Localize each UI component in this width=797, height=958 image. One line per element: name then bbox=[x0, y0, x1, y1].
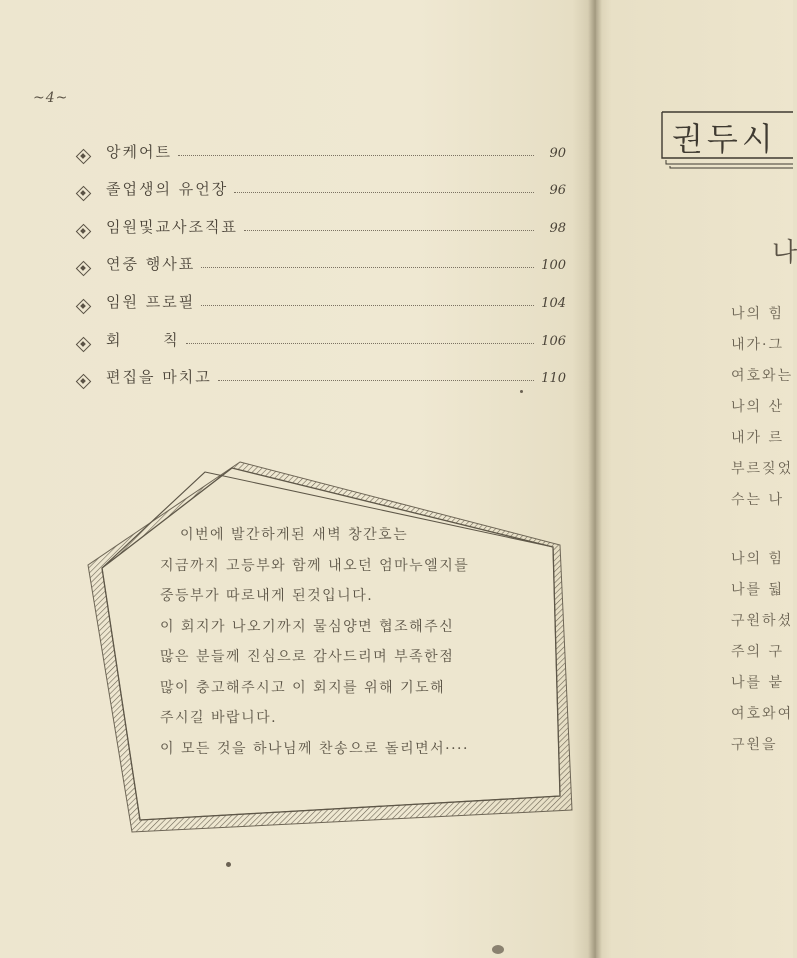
poem-line: 구원하셨 bbox=[731, 613, 794, 629]
poem-line: 부르짖었 bbox=[731, 461, 794, 477]
poem-line: 여호와여 bbox=[731, 706, 794, 722]
poem-line: 내가·그 bbox=[731, 337, 785, 353]
paper-speck bbox=[492, 945, 504, 954]
message-line: 이번에 발간하게된 새벽 창간호는 bbox=[180, 527, 409, 543]
message-line: 많이 충고해주시고 이 회지를 위해 기도해 bbox=[160, 679, 446, 696]
page-number: ~4~ bbox=[33, 90, 69, 106]
poem-line: 나의 힘 bbox=[731, 551, 785, 567]
stanza-gap bbox=[731, 516, 793, 544]
poem-line: 내가 르 bbox=[731, 430, 785, 446]
message-text bbox=[160, 520, 540, 764]
toc-entry-page: 98 bbox=[549, 220, 566, 236]
toc-entry-page: 96 bbox=[549, 183, 566, 199]
paper-speck bbox=[520, 390, 523, 393]
toc-entry-page: 110 bbox=[541, 371, 566, 387]
message-line: 주시길 바랍니다. bbox=[160, 710, 278, 726]
poem-line: 나를 둷 bbox=[731, 582, 785, 598]
poem-line: 주의 구 bbox=[731, 644, 785, 660]
paper-speck bbox=[226, 862, 231, 867]
message-line: 지금까지 고등부와 함께 내오던 엄마누엘지를 bbox=[160, 557, 470, 574]
toc-entry-title: 편집을 마치고 bbox=[106, 368, 212, 387]
header-title: 권두시 bbox=[672, 120, 777, 158]
poem-line: 나의 힘 bbox=[731, 306, 785, 322]
toc-entry-title: 앙케어트 bbox=[106, 142, 172, 161]
message-line: 이 모든 것을 하나님께 찬송으로 돌리면서···· bbox=[160, 740, 469, 757]
toc-entry-title: 임원 프로필 bbox=[106, 292, 196, 311]
poem-line: 여호와는 bbox=[731, 368, 794, 384]
toc-entry-title: 임원및교사조직표 bbox=[106, 217, 238, 236]
poem-line: 나의 산 bbox=[731, 399, 785, 415]
toc-entry-page: 106 bbox=[541, 333, 566, 349]
message-line: 많은 분들께 진심으로 감사드리며 부족한점 bbox=[160, 649, 455, 665]
poem-line: 구원을 bbox=[731, 737, 778, 753]
poem-title: 나 bbox=[772, 238, 797, 268]
message-line: 중등부가 따로내게 된것입니다. bbox=[160, 588, 374, 604]
toc-entry-title: 졸업생의 유언장 bbox=[106, 180, 229, 199]
toc-entry-page: 90 bbox=[549, 145, 566, 161]
toc-entry-title: 회 칙 bbox=[106, 330, 180, 349]
message-line: 이 회지가 나오기까지 물심양면 협조해주신 bbox=[160, 618, 455, 635]
poem-line: 나를 붙 bbox=[731, 675, 785, 691]
toc-entry-title: 연중 행사표 bbox=[106, 255, 196, 274]
poem-text bbox=[731, 299, 793, 761]
toc-entry-page: 104 bbox=[541, 295, 566, 311]
poem-line: 수는 나 bbox=[731, 492, 785, 508]
toc-entry-page: 100 bbox=[541, 258, 566, 274]
